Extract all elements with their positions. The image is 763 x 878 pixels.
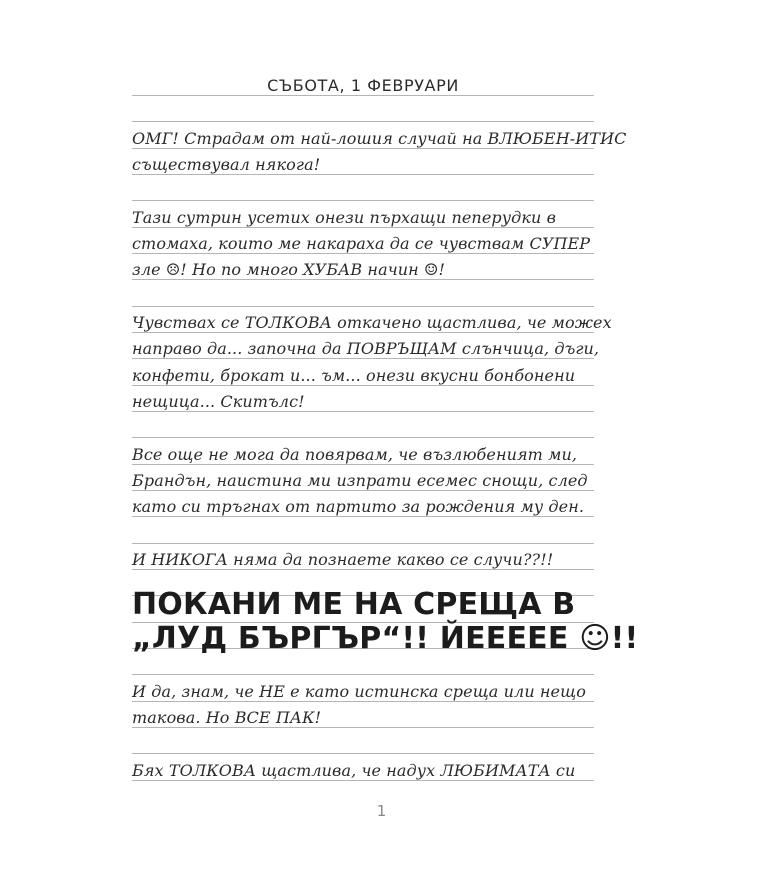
diary-text-line: Брандън, наистина ми изпрати есемес снощи, след: [132, 471, 588, 490]
diary-text-line: направо да... започна да ПОВРЪЩАМ слънчица, дъги,: [132, 339, 600, 358]
diary-text-line: ОМГ! Страдам от най-лошия случай на ВЛЮБЕН-ИТИС: [132, 129, 627, 148]
diary-text-line: стомаха, които ме накараха да се чувствам СУПЕР: [132, 234, 591, 253]
diary-big-exclamation: ПОКАНИ МЕ НА СРЕЩА В: [132, 587, 576, 622]
diary-text-line: Все още не мога да повярвам, че възлюбеният ми,: [132, 445, 578, 464]
ruled-line: [132, 121, 594, 122]
diary-text-line: И НИКОГА няма да познаете какво се случи??!!: [132, 550, 554, 569]
diary-text-line: като си тръгнах от партито за рождения му ден.: [132, 497, 585, 516]
diary-text-line: Тази сутрин усетих онези пърхащи пеперудки в: [132, 208, 557, 227]
diary-text-line: зле ☹! Но по много ХУБАВ начин ☺!: [132, 260, 445, 279]
diary-date-heading: СЪБОТА, 1 ФЕВРУАРИ: [267, 76, 459, 95]
diary-text-line: конфети, брокат и... ъм... онези вкусни бонбонени: [132, 366, 576, 385]
diary-text-line: нещица... Скитълс!: [132, 392, 305, 411]
diary-big-exclamation: „ЛУД БЪРГЪР“!! ЙЕЕЕЕЕ ☺!!: [132, 621, 639, 656]
diary-text-line: Бях ТОЛКОВА щастлива, че надух ЛЮБИМАТА си: [132, 761, 576, 780]
ruled-line: [132, 306, 594, 307]
ruled-line: [132, 674, 594, 675]
page-number: 1: [376, 802, 387, 820]
diary-text-line: съществувал някога!: [132, 155, 321, 174]
ruled-line: [132, 200, 594, 201]
ruled-line: [132, 753, 594, 754]
ruled-line: [132, 543, 594, 544]
diary-text-line: такова. Но ВСЕ ПАК!: [132, 708, 322, 727]
diary-text-line: Чувствах се ТОЛКОВА откачено щастлива, че можех: [132, 313, 612, 332]
diary-text-line: И да, знам, че НЕ е като истинска среща или нещо: [132, 682, 586, 701]
ruled-line: [132, 437, 594, 438]
